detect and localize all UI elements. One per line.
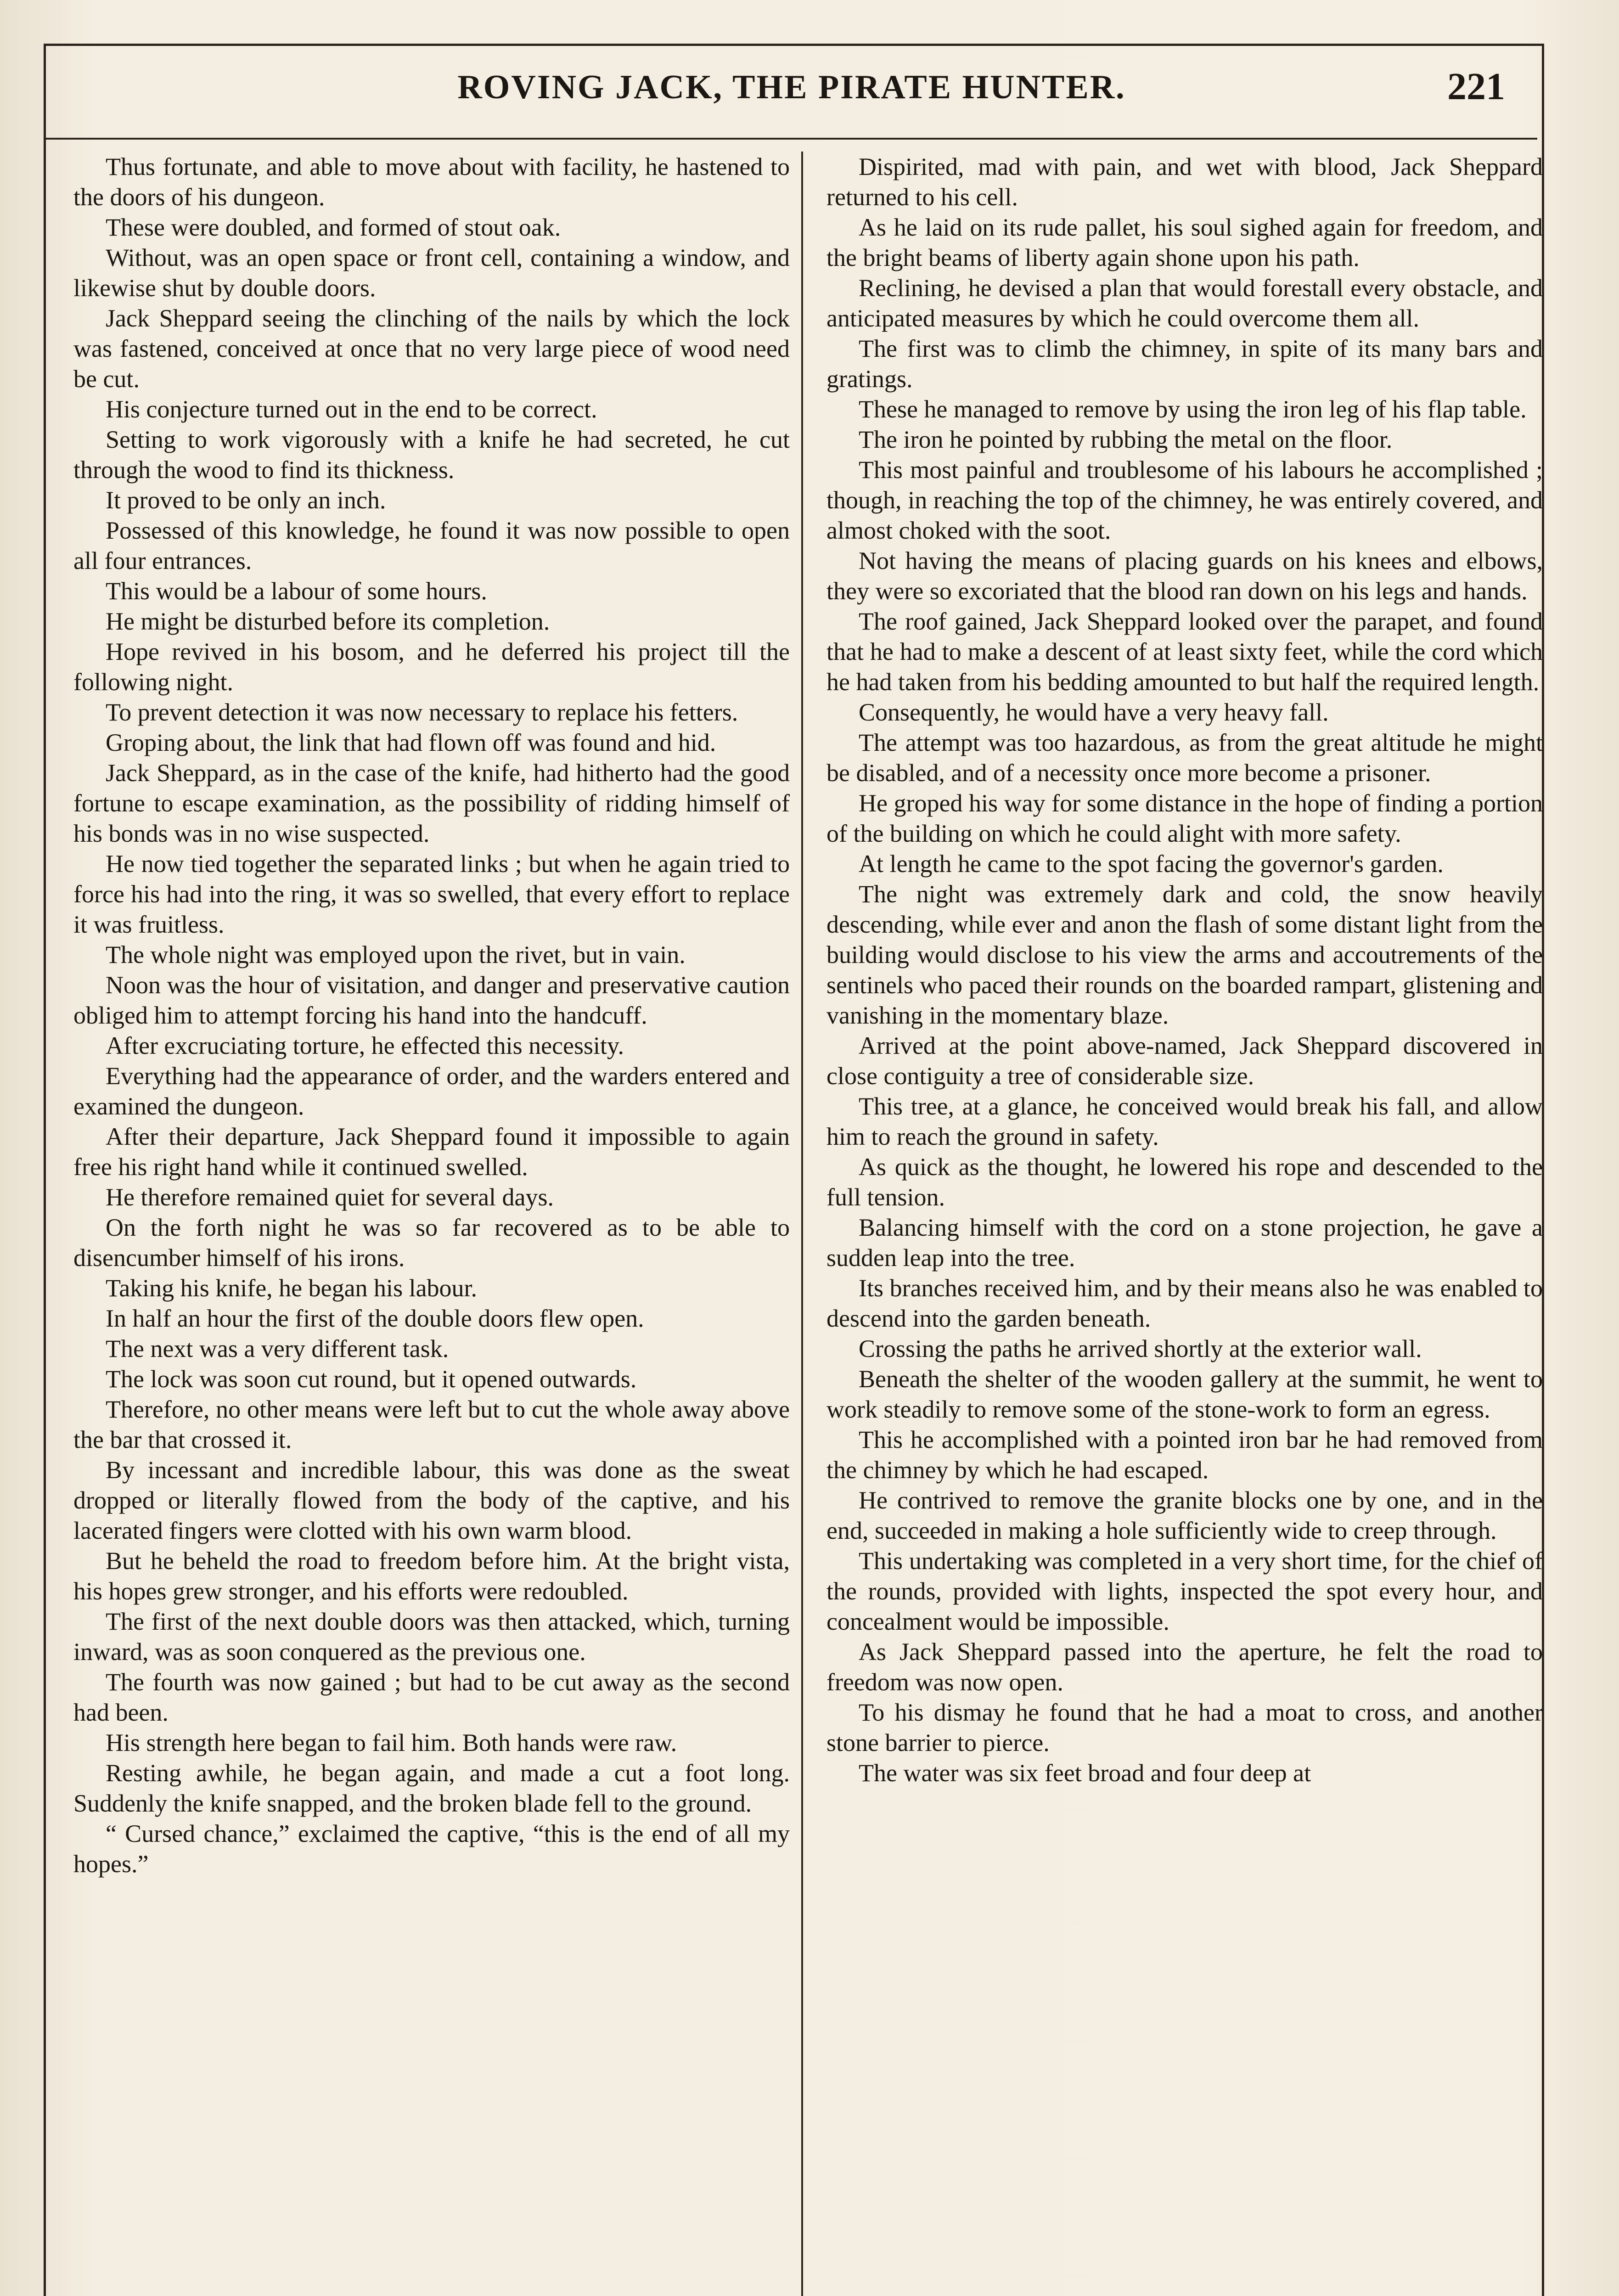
paragraph: Beneath the shelter of the wooden gallery at the summit, he went to work steadily to remove some of the stone-work to form an egress. [826,1365,1543,1423]
paragraph: Jack Sheppard seeing the clinching of the nails by which the lock was fastened, conceived at once that no very large piece of wood need be cut. [73,304,790,393]
paragraph: This he accomplished with a pointed iron bar he had removed from the chimney by which he had escaped. [826,1426,1543,1484]
page-header [46,46,1537,140]
paragraph: He now tied together the separated links ; but when he again tried to force his had into the ring, it was so swelled, that every effort to replace it was fruitless. [73,850,790,938]
left-column [73,152,790,2296]
paragraph: Thus fortunate, and able to move about with facility, he hastened to the doors of his dungeon. [73,153,790,211]
paragraph: His strength here began to fail him. Both hands were raw. [106,1729,677,1756]
running-head-title: ROVING JACK, THE PIRATE HUNTER. [457,68,1126,106]
paragraph: Jack Sheppard, as in the case of the knife, had hitherto had the good fortune to escape examination, as the possibility of ridding himself of his bonds was in no wise suspected. [73,759,790,847]
paragraph: The first was to climb the chimney, in spite of its many bars and gratings. [826,335,1543,393]
paragraph: On the forth night he was so far recovered as to be able to disencumber himself of his irons. [73,1214,790,1272]
paragraph: In half an hour the first of the double doors flew open. [106,1305,644,1332]
paragraph: The night was extremely dark and cold, the snow heavily descending, while ever and anon the flash of some distant light from the building would disclose to his view the arms and accoutrements of the sentinels who paced their rounds on the boarded rampart, glistening and vanishing in the momentary blaze. [826,880,1543,1029]
paragraph: Taking his knife, he began his labour. [106,1274,478,1302]
paragraph: Setting to work vigorously with a knife he had secreted, he cut through the wood to find its thickness. [73,426,790,484]
paragraph: He therefore remained quiet for several days. [106,1183,554,1211]
paragraph: By incessant and incredible labour, this was done as the sweat dropped or literally flowed from the body of the captive, and his lacerated fingers were clotted with his own warm blood. [73,1456,790,1544]
paragraph: Everything had the appearance of order, and the warders entered and examined the dungeon. [73,1062,790,1120]
paragraph: Balancing himself with the cord on a stone projection, he gave a sudden leap into the tree. [826,1214,1543,1272]
paragraph: Dispirited, mad with pain, and wet with blood, Jack Sheppard returned to his cell. [826,153,1543,211]
paragraph: But he beheld the road to freedom before him. At the bright vista, his hopes grew stronger, and his efforts were redoubled. [73,1547,790,1605]
paragraph: Not having the means of placing guards on his knees and elbows, they were so excoriated that the blood ran down on his legs and hands. [826,547,1543,605]
paragraph: He might be disturbed before its completion. [106,608,550,635]
paragraph: The whole night was employed upon the rivet, but in vain. [106,941,686,968]
paragraph: The roof gained, Jack Sheppard looked over the parapet, and found that he had to make a descent of at least sixty feet, while the cord which he had taken from his bedding amounted to but half the required length. [826,608,1543,696]
paragraph: Without, was an open space or front cell, containing a window, and likewise shut by double doors. [73,244,790,302]
paragraph: Noon was the hour of visitation, and danger and preservative caution obliged him to attempt forcing his hand into the handcuff. [73,971,790,1029]
paragraph: The iron he pointed by rubbing the metal on the floor. [859,426,1393,453]
paragraph: As Jack Sheppard passed into the aperture, he felt the road to freedom was now open. [826,1638,1543,1696]
paragraph: Therefore, no other means were left but to cut the whole away above the bar that crossed it. [73,1396,790,1453]
paragraph: Arrived at the point above-named, Jack Sheppard discovered in close contiguity a tree of considerable size. [826,1032,1543,1090]
paragraph: The first of the next double doors was then attacked, which, turning inward, was as soon conquered as the previous one. [73,1608,790,1666]
column-divider [801,152,803,2296]
page-number: 221 [1447,65,1505,108]
paragraph: The fourth was now gained ; but had to be cut away as the second had been. [73,1668,790,1726]
paragraph: To prevent detection it was now necessary to replace his fetters. [106,698,738,726]
paragraph: Reclining, he devised a plan that would forestall every obstacle, and anticipated measures by which he could overcome them all. [826,274,1543,332]
paragraph: Crossing the paths he arrived shortly at the exterior wall. [859,1335,1422,1362]
paragraph: Groping about, the link that had flown off was found and hid. [106,729,716,756]
paragraph: His conjecture turned out in the end to be correct. [106,395,597,423]
paragraph: After their departure, Jack Sheppard found it impossible to again free his right hand while it continued swelled. [73,1123,790,1181]
paragraph: The next was a very different task. [106,1335,449,1362]
paragraph: As quick as the thought, he lowered his rope and descended to the full tension. [826,1153,1543,1211]
paragraph: Resting awhile, he began again, and made a cut a foot long. Suddenly the knife snapped, and the broken blade fell to the ground. [73,1759,790,1817]
paragraph: As he laid on its rude pallet, his soul sighed again for freedom, and the bright beams of liberty again shone upon his path. [826,214,1543,271]
paragraph: The lock was soon cut round, but it opened outwards. [106,1365,637,1393]
paragraph: He groped his way for some distance in the hope of finding a portion of the building on which he could alight with more safety. [826,789,1543,847]
paragraph: Hope revived in his bosom, and he deferred his project till the following night. [73,638,790,696]
paragraph: The water was six feet broad and four deep at [859,1759,1311,1787]
paragraph: These were doubled, and formed of stout oak. [106,214,561,241]
paragraph: The attempt was too hazardous, as from the great altitude he might be disabled, and of a necessity once more become a prisoner. [826,729,1543,787]
paragraph: To his dismay he found that he had a moat to cross, and another stone barrier to pierce. [826,1699,1543,1756]
paragraph: He contrived to remove the granite blocks one by one, and in the end, succeeded in making a hole sufficiently wide to creep through. [826,1486,1543,1544]
paragraph: This would be a labour of some hours. [106,577,487,605]
paragraph: “ Cursed chance,” exclaimed the captive, “this is the end of all my hopes.” [73,1820,790,1878]
paragraph: Possessed of this knowledge, he found it was now possible to open all four entrances. [73,517,790,574]
paragraph: At length he came to the spot facing the governor's garden. [859,850,1444,878]
paragraph: After excruciating torture, he effected this necessity. [106,1032,624,1059]
paragraph: This undertaking was completed in a very short time, for the chief of the rounds, provided with lights, inspected the spot every hour, and concealment would be impossible. [826,1547,1543,1635]
paragraph: These he managed to remove by using the iron leg of his flap table. [859,395,1527,423]
paragraph: Its branches received him, and by their means also he was enabled to descend into the garden beneath. [826,1274,1543,1332]
paragraph: Consequently, he would have a very heavy fall. [859,698,1329,726]
paragraph: This tree, at a glance, he conceived would break his fall, and allow him to reach the ground in safety. [826,1092,1543,1150]
right-column [826,152,1543,2296]
paragraph: This most painful and troublesome of his labours he accomplished ; though, in reaching the top of the chimney, he was entirely covered, and almost choked with the soot. [826,456,1543,544]
paragraph: It proved to be only an inch. [106,486,386,514]
